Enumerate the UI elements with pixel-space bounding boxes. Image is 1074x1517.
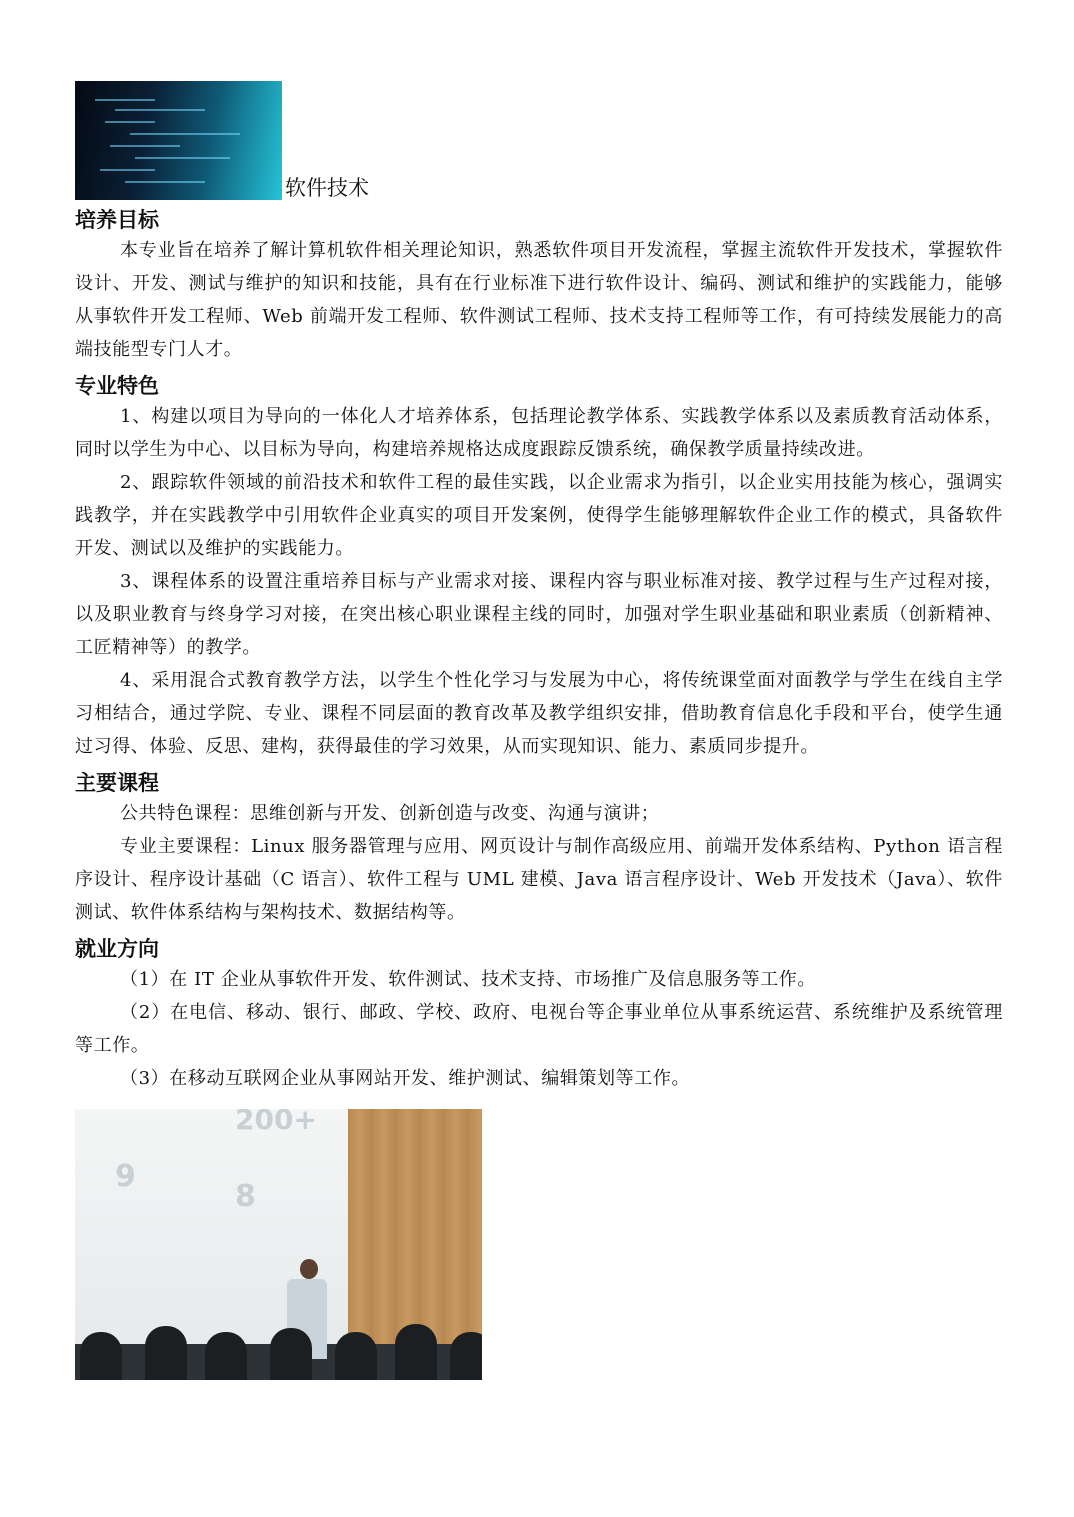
feature-paragraph-2: 2、跟踪软件领域的前沿技术和软件工程的最佳实践，以企业需求为指引，以企业实用技能为核心，强调实践教学，并在实践教学中引用软件企业真实的项目开发案例，使得学生能够理解软件企业工作的模式，具备软件开发、测试以及维护的实践能力。 [75,472,1003,559]
section-heading-features: 专业特色 [75,374,159,398]
speaker-head [300,1259,318,1279]
header-row [75,76,1003,200]
lecture-photo [75,1109,482,1380]
feature-paragraph-1: 1、构建以项目为导向的一体化人才培养体系，包括理论教学体系、实践教学体系以及素质教育活动体系，同时以学生为中心、以目标为导向，构建培养规格达成度跟踪反馈系统，确保教学质量持续改进。 [75,406,1003,460]
courses-public: 公共特色课程：思维创新与开发、创新创造与改变、沟通与演讲； [120,803,660,824]
feature-paragraph-3: 3、课程体系的设置注重培养目标与产业需求对接、课程内容与职业标准对接、教学过程与生产过程对接，以及职业教育与终身学习对接，在突出核心职业课程主线的同时，加强对学生职业基础和职业素质（创新精神、工匠精神等）的教学。 [75,571,1003,658]
career-item-3: （3）在移动互联网企业从事网站开发、维护测试、编辑策划等工作。 [120,1068,691,1089]
section-heading-careers: 就业方向 [75,937,159,961]
feature-paragraph-4: 4、采用混合式教育教学方法，以学生个性化学习与发展为中心，将传统课堂面对面教学与学生在线自主学习相结合，通过学院、专业、课程不同层面的教育改革及教学组织安排，借助教育信息化手段和平台，使学生通过习得、体验、反思、建构，获得最佳的学习效果，从而实现知识、能力、素质同步提升。 [75,670,1003,757]
courses-major: 专业主要课程：Linux 服务器管理与应用、网页设计与制作高级应用、前端开发体系结构、Python 语言程序设计、程序设计基础（C 语言）、软件工程与 UML 建模、Java 语言程序设计、Web 开发技术（Java）、软件测试、软件体系结构与架构技术、数据结构等。 [75,836,1003,923]
goal-paragraph: 本专业旨在培养了解计算机软件相关理论知识，熟悉软件项目开发流程，掌握主流软件开发技术，掌握软件设计、开发、测试与维护的知识和技能，具有在行业标准下进行软件设计、编码、测试和维护的实践能力，能够从事软件开发工程师、Web 前端开发工程师、软件测试工程师、技术支持工程师等工作，有可持续发展能力的高端技能型专门人才。 [75,240,1003,360]
career-item-1: （1）在 IT 企业从事软件开发、软件测试、技术支持、市场推广及信息服务等工作。 [120,969,817,990]
page-title: 软件技术 [285,176,369,200]
photo-stat: 200+ [235,1109,317,1136]
career-item-2: （2）在电信、移动、银行、邮政、学校、政府、电视台等企事业单位从事系统运营、系统维护及系统管理等工作。 [75,1002,1003,1056]
photo-stat: 8 [235,1179,256,1214]
photo-stat: 9 [115,1159,136,1194]
code-screen-image [75,81,282,200]
section-heading-goal: 培养目标 [75,208,159,232]
section-heading-courses: 主要课程 [75,771,159,795]
document-page [75,76,1003,1380]
